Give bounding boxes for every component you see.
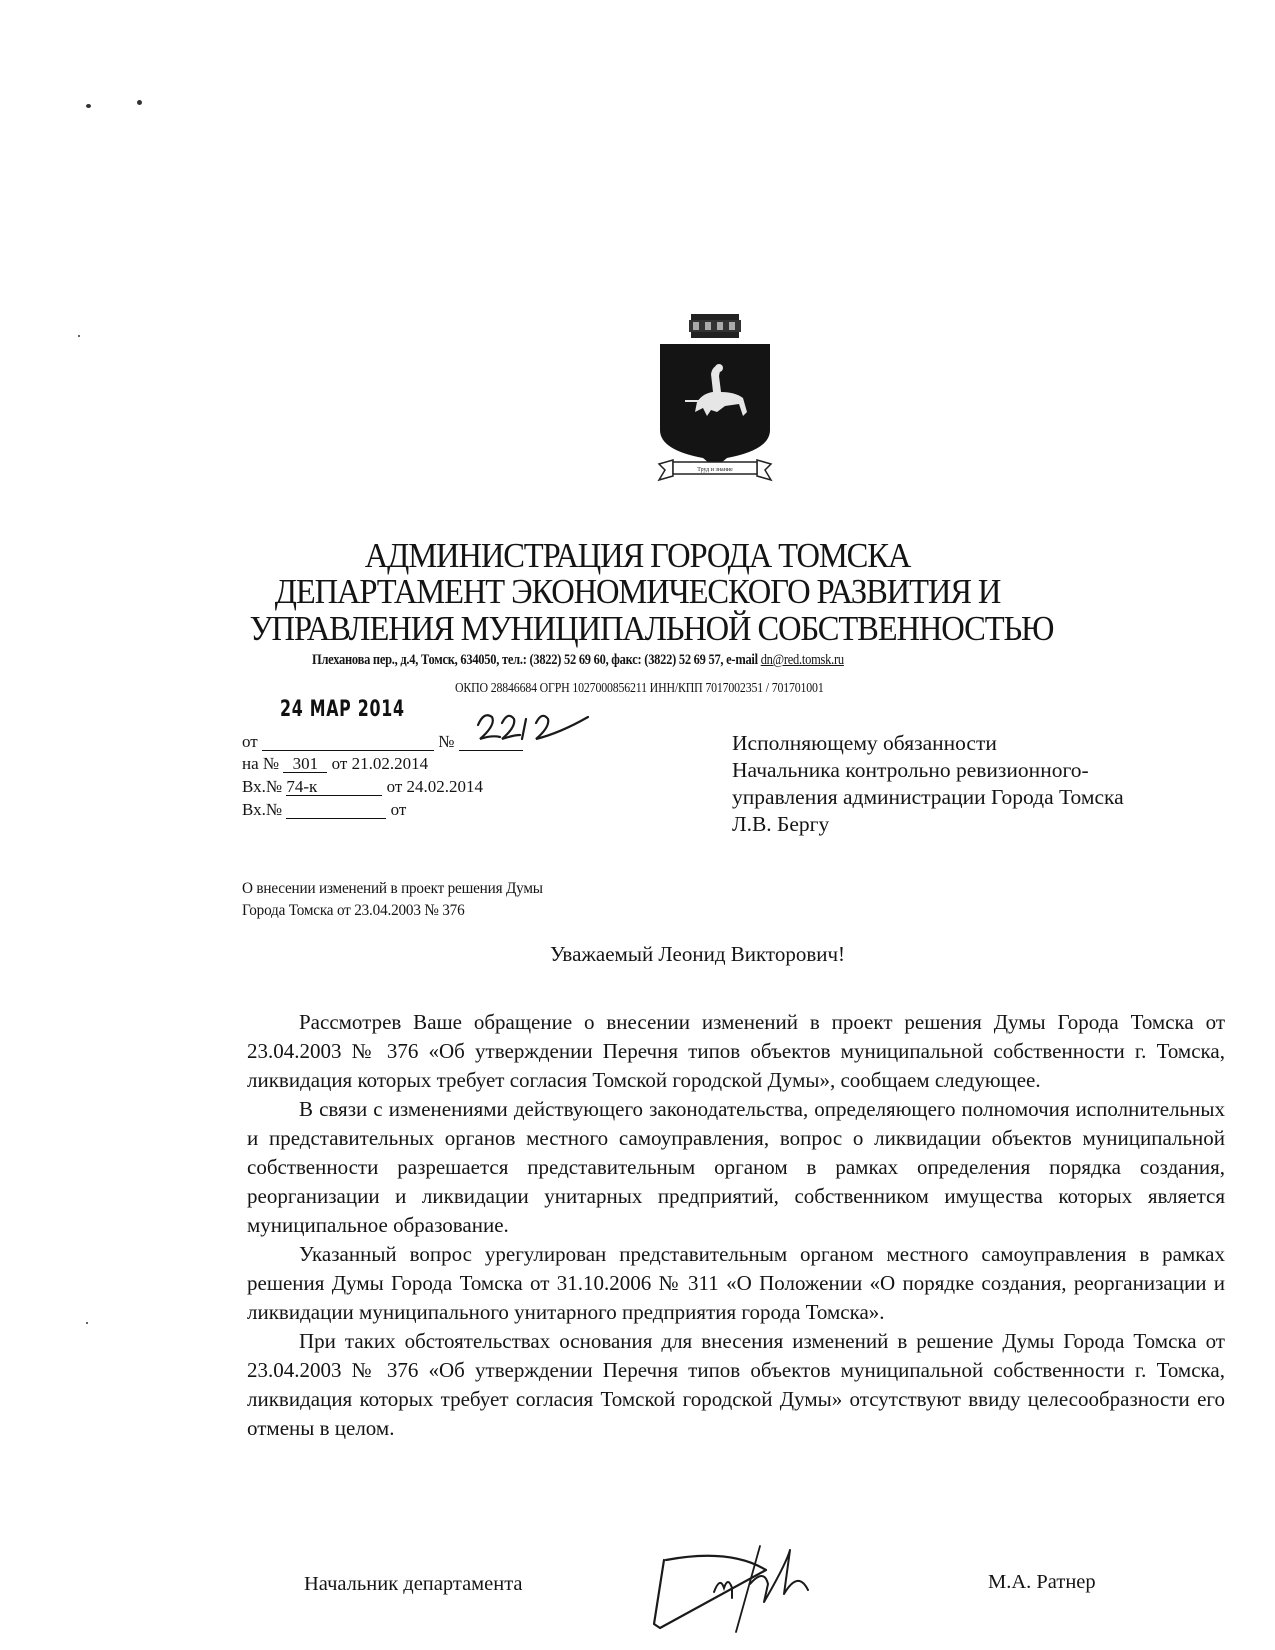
addressee-line: Исполняющему обязанности xyxy=(732,731,997,755)
scan-speck xyxy=(86,1322,88,1324)
salutation: Уважаемый Леонид Викторович! xyxy=(549,942,846,966)
signatory-name: М.А. Ратнер xyxy=(988,1571,1096,1593)
registration-codes: ОКПО 28846684 ОГРН 1027000856211 ИНН/КПП 7017002351 / 701701001 xyxy=(455,680,824,695)
handwritten-outgoing-number xyxy=(470,705,610,753)
contacts-text: Плеханова пер., д.4, Томск, 634050, тел.: (3822) 52 69 60, факс: (3822) 52 69 57, e-mail xyxy=(312,652,758,668)
ot-label: от xyxy=(242,732,258,751)
motto-ribbon xyxy=(659,460,771,480)
incoming-date-label: от xyxy=(390,800,407,819)
subject-block xyxy=(242,878,543,922)
scan-speck xyxy=(78,335,80,337)
incoming-line-1 xyxy=(242,778,483,796)
signatory-role: Начальник департамента xyxy=(304,1573,523,1595)
scan-speck xyxy=(137,100,142,105)
contacts-line xyxy=(312,652,844,669)
body-paragraph: При таких обстоятельствах основания для внесения изменений в решение Думы Города Томска от 23.04.2003 № 376 «Об утверждении Перечня типов объектов муниципальной собственности г. Томска, ликвидация которых требует согласия Томской городской Думы» отсутствуют ввиду целесообразности его отмены в целом. xyxy=(247,1329,1225,1440)
reply-date: от 21.02.2014 xyxy=(331,754,429,773)
letter-body xyxy=(247,1008,1225,1443)
incoming-label: Вх.№ xyxy=(242,800,283,819)
body-paragraph: Рассмотрев Ваше обращение о внесении изменений в проект решения Думы Города Томска от 23.04.2003 № 376 «Об утверждении Перечня типов объектов муниципальной собственности г. Томска, ликвидация которых требует согласия Томской городской Думы», сообщаем следующее. xyxy=(247,1010,1225,1092)
incoming-label: Вх.№ xyxy=(242,777,283,796)
body-paragraph: Указанный вопрос урегулирован представительным органом местного самоуправления в рамках решения Думы Города Томска от 31.10.2006 № 311 «О Положении «О порядке создания, реорганизации и ликвидации муниципального унитарного предприятия города Томска». xyxy=(247,1242,1225,1324)
addressee-name: Л.В. Бергу xyxy=(732,812,830,836)
scan-speck xyxy=(86,104,91,108)
incoming-number-blank xyxy=(286,801,386,819)
reply-number: 301 xyxy=(283,755,327,773)
subject-line: О внесении изменений в проект решения Думы xyxy=(242,880,543,897)
email-link[interactable]: dn@red.tomsk.ru xyxy=(760,652,844,668)
body-paragraph: В связи с изменениями действующего законодательства, определяющего полномочия исполнительных и представительных органов местного самоуправления, вопрос о ликвидации объектов муниципальной собственности разрешается представительным органом в рамках определения порядка создания, реорганизации и ликвидации унитарных предприятий, собственником имущества которых является муниципальное образование. xyxy=(247,1097,1225,1237)
addressee-line: Начальника контрольно ревизионного- xyxy=(732,758,1089,782)
reply-to-line xyxy=(242,755,428,773)
header-department-line2: УПРАВЛЕНИЯ МУНИЦИПАЛЬНОЙ СОБСТВЕННОСТЬЮ xyxy=(249,609,1054,648)
coat-of-arms-icon xyxy=(655,312,775,482)
incoming-number: 74-к xyxy=(286,778,382,796)
crown-icon xyxy=(689,314,741,338)
reply-number-label: на № xyxy=(242,754,280,773)
header-administration: АДМИНИСТРАЦИЯ ГОРОДА ТОМСКА xyxy=(364,536,911,575)
outgoing-date-blank xyxy=(262,733,434,751)
header-department-line1: ДЕПАРТАМЕНТ ЭКОНОМИЧЕСКОГО РАЗВИТИЯ И xyxy=(274,572,1001,611)
incoming-date: от 24.02.2014 xyxy=(386,777,484,796)
motto-text: Труд и знание xyxy=(697,467,733,473)
date-stamp: 24 МАР 2014 xyxy=(280,697,405,722)
addressee-block xyxy=(732,730,1124,838)
subject-line: Города Томска от 23.04.2003 № 376 xyxy=(242,902,465,919)
number-label: № xyxy=(438,732,455,751)
handwritten-signature-icon xyxy=(640,1540,840,1640)
incoming-line-2 xyxy=(242,801,406,819)
addressee-line: управления администрации Города Томска xyxy=(732,785,1124,809)
